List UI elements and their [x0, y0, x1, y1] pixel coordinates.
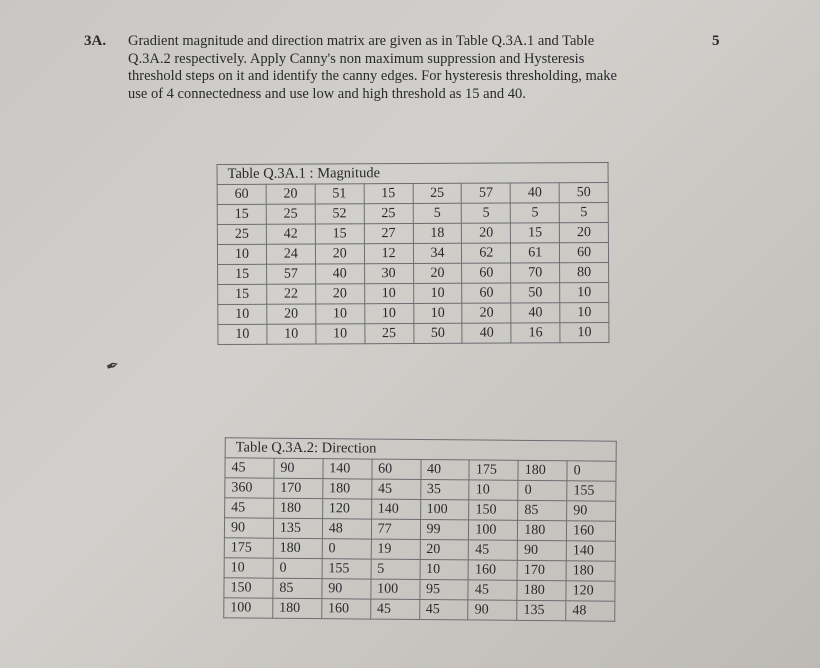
- table-cell: 60: [560, 242, 609, 262]
- table-cell: 10: [560, 282, 609, 302]
- table-cell: 60: [217, 184, 266, 204]
- table-cell: 45: [225, 458, 274, 478]
- table-cell: 20: [413, 263, 462, 283]
- table-cell: 20: [420, 539, 469, 559]
- table-cell: 135: [517, 600, 566, 620]
- table-cell: 15: [315, 224, 364, 244]
- table-cell: 180: [518, 520, 567, 540]
- table-cell: 20: [462, 223, 511, 243]
- table-cell: 140: [323, 459, 372, 479]
- table-cell: 0: [322, 539, 371, 559]
- table-cell: 40: [511, 303, 560, 323]
- table-row: [218, 302, 609, 324]
- table-cell: 170: [274, 478, 323, 498]
- table-row: [217, 222, 608, 244]
- table-cell: 60: [462, 283, 511, 303]
- table-row: [218, 282, 609, 304]
- table-cell: 90: [468, 600, 517, 620]
- table-cell: 0: [273, 558, 322, 578]
- table-cell: 15: [364, 184, 413, 204]
- table-cell: 15: [511, 223, 560, 243]
- table-cell: 12: [364, 244, 413, 264]
- table-cell: 10: [469, 480, 518, 500]
- table-cell: 45: [468, 580, 517, 600]
- table-cell: 18: [413, 223, 462, 243]
- question-line: threshold steps on it and identify the canny edges. For hysteresis thresholding, make: [128, 68, 617, 84]
- table-cell: 10: [218, 304, 267, 324]
- table-cell: 180: [518, 460, 567, 480]
- table-cell: 100: [420, 500, 469, 520]
- table-cell: 40: [315, 264, 364, 284]
- table-cell: 50: [559, 182, 608, 202]
- table-cell: 160: [321, 599, 370, 619]
- table-cell: 120: [322, 499, 371, 519]
- table-cell: 20: [462, 303, 511, 323]
- table-cell: 62: [462, 243, 511, 263]
- table-cell: 24: [266, 244, 315, 264]
- table-row: [225, 498, 616, 521]
- table-row: [225, 458, 616, 481]
- table-cell: 10: [218, 324, 267, 344]
- question-number: 3A.: [84, 33, 107, 49]
- table-cell: 42: [266, 224, 315, 244]
- table-cell: 20: [559, 222, 608, 242]
- table-cell: 40: [510, 183, 559, 203]
- table-cell: 45: [371, 479, 420, 499]
- table-row: [217, 182, 608, 204]
- table-cell: 16: [511, 323, 560, 343]
- table-cell: 60: [372, 459, 421, 479]
- table-cell: 140: [371, 499, 420, 519]
- table-cell: 10: [316, 324, 365, 344]
- table-row: [217, 202, 608, 224]
- table-cell: 77: [371, 519, 420, 539]
- table-cell: 10: [413, 303, 462, 323]
- table-row: [224, 538, 615, 561]
- table-cell: 5: [559, 202, 608, 222]
- table-cell: 48: [566, 601, 615, 621]
- pen-mark-icon: ✒: [103, 356, 123, 377]
- table-cell: 99: [420, 520, 469, 540]
- table-cell: 20: [267, 304, 316, 324]
- table-cell: 180: [273, 598, 322, 618]
- table-cell: 140: [566, 541, 615, 561]
- table-cell: 80: [560, 262, 609, 282]
- table-cell: 48: [322, 519, 371, 539]
- table-cell: 90: [517, 540, 566, 560]
- table-cell: 90: [274, 458, 323, 478]
- table-cell: 90: [567, 501, 616, 521]
- table-cell: 10: [267, 324, 316, 344]
- table-cell: 10: [364, 283, 413, 303]
- table-cell: 50: [413, 323, 462, 343]
- table-cell: 170: [517, 560, 566, 580]
- table-cell: 20: [315, 284, 364, 304]
- table-cell: 51: [315, 184, 364, 204]
- table-cell: 180: [566, 561, 615, 581]
- table-cell: 10: [217, 244, 266, 264]
- table-row: [218, 322, 609, 344]
- table-cell: 25: [364, 323, 413, 343]
- table-cell: 100: [224, 598, 273, 618]
- table-cell: 52: [315, 204, 364, 224]
- table-cell: 61: [511, 243, 560, 263]
- table-cell: 175: [469, 460, 518, 480]
- question-line: use of 4 connectedness and use low and high threshold as 15 and 40.: [128, 85, 526, 102]
- question-line: Gradient magnitude and direction matrix are given as in Table Q.3A.1 and Table: [128, 33, 595, 49]
- table-cell: 150: [469, 500, 518, 520]
- table-cell: 180: [273, 498, 322, 518]
- table-cell: 25: [217, 224, 266, 244]
- table-cell: 45: [225, 498, 274, 518]
- table-cell: 160: [567, 521, 616, 541]
- table-cell: 180: [517, 580, 566, 600]
- table-cell: 5: [371, 559, 420, 579]
- table-cell: 57: [266, 264, 315, 284]
- table-cell: 85: [273, 578, 322, 598]
- table-cell: 15: [218, 264, 267, 284]
- table-cell: 135: [273, 518, 322, 538]
- direction-table: [223, 437, 617, 621]
- table-cell: 100: [469, 520, 518, 540]
- table-cell: 5: [413, 203, 462, 223]
- table-cell: 25: [413, 183, 462, 203]
- table-cell: 22: [267, 284, 316, 304]
- table-cell: 95: [419, 579, 468, 599]
- table-cell: 5: [462, 203, 511, 223]
- table-cell: 180: [323, 479, 372, 499]
- table-cell: 27: [364, 224, 413, 244]
- table-cell: 25: [266, 204, 315, 224]
- table-cell: 150: [224, 578, 273, 598]
- table-cell: 20: [266, 184, 315, 204]
- table-cell: 90: [224, 518, 273, 538]
- table-row: [225, 478, 616, 501]
- table-cell: 160: [468, 560, 517, 580]
- table-cell: 10: [413, 283, 462, 303]
- table-row: [224, 578, 615, 601]
- table-cell: 30: [364, 263, 413, 283]
- direction-table-caption: Table Q.3A.2: Direction: [225, 438, 616, 461]
- table-cell: 50: [511, 283, 560, 303]
- table-cell: 120: [566, 581, 615, 601]
- table-cell: 180: [273, 538, 322, 558]
- table-row: [218, 262, 609, 284]
- table-cell: 34: [413, 243, 462, 263]
- table-cell: 155: [322, 559, 371, 579]
- table-cell: 100: [371, 579, 420, 599]
- table-cell: 175: [224, 538, 273, 558]
- table-cell: 10: [224, 558, 273, 578]
- table-cell: 45: [370, 599, 419, 619]
- table-row: [224, 598, 615, 621]
- table-cell: 10: [420, 559, 469, 579]
- table-cell: 60: [462, 263, 511, 283]
- question-marks: 5: [712, 33, 720, 49]
- table-cell: 360: [225, 478, 274, 498]
- table-row: [224, 558, 615, 581]
- table-cell: 19: [371, 539, 420, 559]
- table-cell: 40: [420, 460, 469, 480]
- table-cell: 45: [469, 540, 518, 560]
- table-cell: 10: [560, 302, 609, 322]
- table-cell: 10: [364, 303, 413, 323]
- table-row: [224, 518, 615, 541]
- table-cell: 5: [510, 203, 559, 223]
- table-cell: 0: [567, 461, 616, 481]
- table-cell: 45: [419, 599, 468, 619]
- table-cell: 20: [315, 244, 364, 264]
- table-cell: 155: [567, 481, 616, 501]
- magnitude-table: [217, 162, 610, 345]
- table-cell: 10: [560, 322, 609, 342]
- table-cell: 35: [420, 480, 469, 500]
- table-cell: 15: [218, 284, 267, 304]
- question-text: [128, 33, 688, 103]
- question-line: Q.3A.2 respectively. Apply Canny's non maximum suppression and Hysteresis: [128, 50, 585, 67]
- table-cell: 85: [518, 500, 567, 520]
- table-row: [217, 242, 608, 264]
- table-cell: 15: [217, 204, 266, 224]
- table-cell: 57: [462, 183, 511, 203]
- table-cell: 40: [462, 323, 511, 343]
- table-cell: 25: [364, 204, 413, 224]
- magnitude-table-caption: Table Q.3A.1 : Magnitude: [217, 162, 608, 184]
- table-cell: 10: [316, 304, 365, 324]
- table-cell: 70: [511, 263, 560, 283]
- table-cell: 0: [518, 480, 567, 500]
- table-cell: 90: [322, 579, 371, 599]
